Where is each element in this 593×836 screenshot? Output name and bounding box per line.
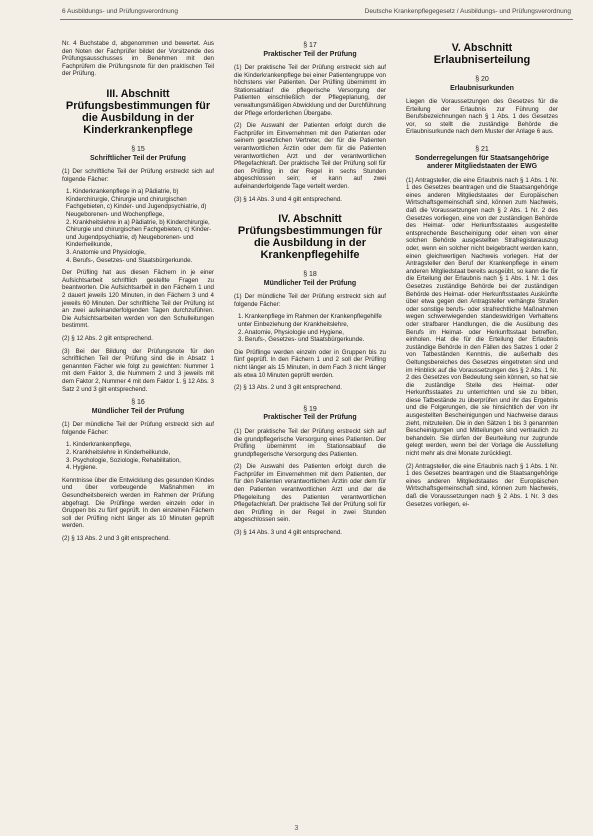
- running-header-left: 6 Ausbildungs- und Prüfungsverordnung: [62, 8, 178, 15]
- column-2: [234, 40, 386, 542]
- paragraph-number-15: § 15: [131, 145, 145, 153]
- s16-list: [62, 441, 214, 471]
- list-item: 4. Hygiene.: [66, 464, 98, 472]
- paragraph-title-21: Sonderregelungen für Staatsangehörige anderer Mitgliedstaaten der EWG: [415, 154, 549, 171]
- s18-text-1: (1) Der mündliche Teil der Prüfung erstreckt sich auf folgende Fächer:: [234, 293, 386, 308]
- s21-text-2: (2) Antragsteller, die eine Erlaubnis nach § 1 Abs. 1 Nr. 1 des Gesetzes beantragen und die Staatsangehörige eines anderen Mitgliedstaates der Europäischen Wirtschaftsgemeinschaft sind, können zum Nachweis, daß die Voraussetzungen nach § 2 Abs. 1 Nr. 3 des Gesetzes vorliegen, ei-: [406, 462, 558, 508]
- paragraph-number-17: § 17: [303, 42, 317, 49]
- list-item: 3. Berufs-, Gesetzes- und Staatsbürgerkunde.: [238, 336, 365, 344]
- s15-text-1: (1) Der schriftliche Teil der Prüfung erstreckt sich auf folgende Fächer:: [62, 168, 214, 183]
- paragraph-title-19: Praktischer Teil der Prüfung: [263, 414, 357, 422]
- section-heading-v: [406, 42, 558, 66]
- s15-text-3: (2) § 12 Abs. 2 gilt entsprechend.: [62, 334, 153, 342]
- running-header-right: Deutsche Krankenpflegegesetz / Ausbildungs- und Prüfungsverordnung: [364, 8, 571, 15]
- s18-text-2: Die Prüflinge werden einzeln oder in Gruppen bis zu fünf geprüft. In den Fächern 1 und 2 soll der Prüfling nicht länger als 15 Minuten, in dem Fach 3 nicht länger als etwa 10 Minuten geprüft werden.: [234, 348, 386, 379]
- paragraph-number-21: § 21: [475, 146, 489, 154]
- paragraph-number-18: § 18: [303, 271, 317, 279]
- s19-text-1: (1) Der praktische Teil der Prüfung erstreckt sich auf die grundpflegerische Versorgung eines Patienten. Der Prüfling übernimmt im Stationsablauf die grundpflegerische Versorgung des Patienten.: [234, 427, 386, 458]
- list-item: 1. Kinderkrankenpflege,: [66, 441, 132, 449]
- list-item: 1. Kinderkrankenpflege in a) Pädiatrie, b) Kinderchirurgie, Chirurgie und chirurgischen Fachgebieten, c) Kinder- und Jugendpsychiatrie, d) Neugeborenen- und Wochenpflege,: [66, 188, 207, 219]
- s20-text-1: Liegen die Voraussetzungen des Gesetzes für die Erteilung der Erlaubnis zur Führung der Berufsbezeichnungen nach § 1 Abs. 1 des Gesetzes vor, so stellt die zuständige Behörde die Erlaubnisurkunde nach dem Muster der Anlage 6 aus.: [406, 98, 558, 136]
- section-title: Prüfungsbestimmungen für die Ausbildung in der Krankenpflegehilfe: [237, 225, 383, 262]
- section-number: IV. Abschnitt: [278, 213, 342, 226]
- paragraph-title-18: Mündlicher Teil der Prüfung: [263, 279, 357, 287]
- paragraph-number-19: § 19: [303, 405, 317, 413]
- s15-text-4: (3) Bei der Bildung der Prüfungsnote für den schriftlichen Teil der Prüfung sind die in Absatz 1 genannten Fächer wie folgt zu gewichten: Nummer 1 mit dem Faktor 3, die Nummern 2 und 3 jeweils mit dem Faktor 2, Nummer 4 mit dem Faktor 1. § 12 Abs. 3 Satz 2 und 3 gilt entsprechend.: [62, 347, 214, 393]
- s18-text-3: (2) § 13 Abs. 2 und 3 gilt entsprechend.: [234, 384, 343, 392]
- paragraph-title-15: Schriftlicher Teil der Prüfung: [90, 154, 186, 162]
- s19-text-3: (3) § 14 Abs. 3 und 4 gilt entsprechend.: [234, 529, 343, 537]
- s15-list: [62, 188, 214, 264]
- s18-list: [234, 313, 386, 343]
- paragraph-title-20: Erlaubnisurkunden: [450, 84, 514, 92]
- s17-text-1: (1) Der praktische Teil der Prüfung erstreckt sich auf die Kinderkrankenpflege bei einer Patientengruppe von höchstens vier Patienten. Der Prüfling übernimmt im Stationsablauf die pflegerische Versorgung der Patienten einschließlich der Pflegeplanung, der verwaltungsmäßigen Abwicklung und der Durchführung der Pflege erforderlichen Übergabe.: [234, 64, 386, 117]
- list-item: 3. Anatomie und Physiologie,: [66, 249, 146, 256]
- list-item: 2. Anatomie, Physiologie und Hygiene,: [238, 328, 344, 336]
- section-title: Prüfungsbestimmungen für die Ausbildung in der Kinderkrankenpflege: [65, 99, 211, 136]
- header-rule: [60, 19, 573, 20]
- paragraph-title-16: Mündlicher Teil der Prüfung: [91, 407, 185, 415]
- s17-text-3: (3) § 14 Abs. 3 und 4 gilt entsprechend.: [234, 195, 343, 203]
- section-heading-iii: [62, 88, 214, 136]
- column-3: [406, 40, 558, 513]
- column-1: [62, 40, 214, 548]
- page-number: 3: [294, 825, 299, 832]
- list-item: 2. Krankheitslehre in Kinderheilkunde,: [66, 448, 171, 456]
- section-heading-iv: [234, 213, 386, 261]
- section-number: V. Abschnitt: [451, 42, 513, 54]
- section-title: Erlaubniserteilung: [433, 54, 531, 66]
- list-item: 2. Krankheitslehre in a) Pädiatrie, b) Kinderchirurgie, Chirurgie und chirurgischen Fachgebieten, c) Kinder- und Jugendpsychiatrie, d) Neugeborenen- und Kinderheilkunde,: [66, 218, 212, 249]
- list-item: 1. Krankenpflege im Rahmen der Krankenpflegehilfe unter Einbeziehung der Krankheitslehre,: [238, 313, 382, 329]
- paragraph-number-16: § 16: [131, 399, 145, 407]
- list-item: 3. Psychologie, Soziologie, Rehabilitation,: [66, 456, 181, 464]
- s19-text-2: (2) Die Auswahl des Patienten erfolgt durch die Fachprüfer im Einvernehmen mit dem Patienten, der für den Patienten verantwortlichen Ärztin oder dem für den Patienten verantwortlichen Arzt und der die Pflegeleitung des Patienten verantwortlichen Pflegefachkraft. Der praktische Teil der Prüfung soll für den Prüfling in der Regel in zwei Stunden abgeschlossen sein.: [234, 463, 386, 524]
- intro-paragraph: Nr. 4 Buchstabe d, abgenommen und bewertet. Aus den Noten der Fachprüfer bildet der Vorsitzende des Prüfungsausschusses im Benehmen mit den Fachprüfern die Prüfungsnote für den praktischen Teil der Prüfung.: [62, 40, 214, 78]
- s15-text-2: Der Prüfling hat aus diesen Fächern in je einer Aufsichtsarbeit schriftlich gestellte Fragen zu beantworten. Die Aufsichtsarbeit in den Fächern 1 und 2 dauert jeweils 120 Minuten, in den Fächern 3 und 4 jeweils 60 Minuten. Der schriftliche Teil der Prüfung ist an zwei aufeinanderfolgenden Tagen durchzuführen. Die Aufsichtsarbeiten werden von den Schulleitungen bestimmt.: [62, 269, 214, 330]
- paragraph-number-20: § 20: [475, 76, 489, 83]
- s21-text-1: (1) Antragsteller, die eine Erlaubnis nach § 1 Abs. 1 Nr. 1 des Gesetzes beantragen und die Staatsangehörige eines anderen Mitgliedstaates der Europäischen Wirtschaftsgemeinschaft sind, können zum Nachweis, daß die Voraussetzungen nach § 2 Abs. 1 Nr. 2 des Gesetzes vorliegen, eine von der zuständigen Behörde des Heimat- oder Herkunftsstaates ausgestellte entsprechende Bescheinigung oder einen von einer solchen Behörde ausgestellten Strafregisterauszug oder, wenn ein solcher nicht beigebracht werden kann, einen gleichwertigen Nachweis vorlegen. Hat der Antragsteller den Beruf der Krankenpflege in einem anderen Mitgliedstaat bereits ausgeübt, so kann die für die Erteilung der Erlaubnis nach § 1 Abs. 1 Nr. 1 des Gesetzes zuständige Behörde bei der zuständigen Behörde des Heimat- oder Herkunftsstaates Auskünfte über etwa gegen den Antragsteller verhängte Strafen oder sonstige berufs- oder strafrechtliche Maßnahmen wegen schwerwiegenden standeswidrigen Verhaltens oder strafbarer Handlungen, die die Ausübung des Berufs im Heimat- oder Herkunftsstaat betreffen, einholen. Hat die für die Erteilung der Erlaubnis zuständige Behörde in den Fällen des Satzes 1 oder 2 von Tatbeständen Kenntnis, die außerhalb des Geltungsbereiches des Gesetzes eingetreten sind und im Hinblick auf die Voraussetzungen des § 2 Abs. 1 Nr. 2 des Gesetzes von Bedeutung sein können, so hat sie die zuständige Stelle des Heimat- oder Herkunftsstaates zu unterrichten und sie zu bitten, diese Tatbestände zu überprüfen und ihr das Ergebnis und die Folgerungen, die sie hinsichtlich der von ihr ausgestellten Bescheinigungen und Nachweise daraus zieht, mitzuteilen. Die in den Sätzen 1 bis 3 genannten Bescheinigungen und Mitteilungen sind vertraulich zu behandeln. Sie dürfen der Beurteilung nur zugrunde gelegt werden, wenn bei der Vorlage die Ausstellung nicht mehr als drei Monate zurückliegt.: [406, 176, 558, 458]
- s16-text-2: Kenntnisse über die Entwicklung des gesunden Kindes und über vorbeugende Maßnahmen im Gesundheitsbereich werden im Rahmen der Prüfung abgefragt. Die Prüflinge werden einzeln oder in Gruppen bis zu fünf geprüft. In den einzelnen Fächern soll der Prüfling nicht länger als 10 Minuten geprüft werden.: [62, 476, 214, 530]
- s16-text-3: (2) § 13 Abs. 2 und 3 gilt entsprechend.: [62, 534, 171, 542]
- paragraph-title-17: Praktischer Teil der Prüfung: [263, 50, 357, 58]
- list-item: 4. Berufs-, Gesetzes- und Staatsbürgerkunde.: [66, 256, 193, 264]
- s17-text-2: (2) Die Auswahl der Patienten erfolgt durch die Fachprüfer im Einvernehmen mit den Patienten oder seinem gesetzlichen Vertreter, der für die Patienten verantwortlichen Ärztin oder dem für die Patienten verantwortlichen Arzt und der verantwortlichen Pflegefachkraft. Der praktische Teil der Prüfung soll für den Prüfling in der Regel in sechs Stunden abgeschlossen sein; er kann auf zwei aufeinanderfolgende Tage verteilt werden.: [234, 122, 386, 190]
- section-number: III. Abschnitt: [106, 87, 170, 100]
- s16-text-1: (1) Der mündliche Teil der Prüfung erstreckt sich auf folgende Fächer:: [62, 421, 214, 436]
